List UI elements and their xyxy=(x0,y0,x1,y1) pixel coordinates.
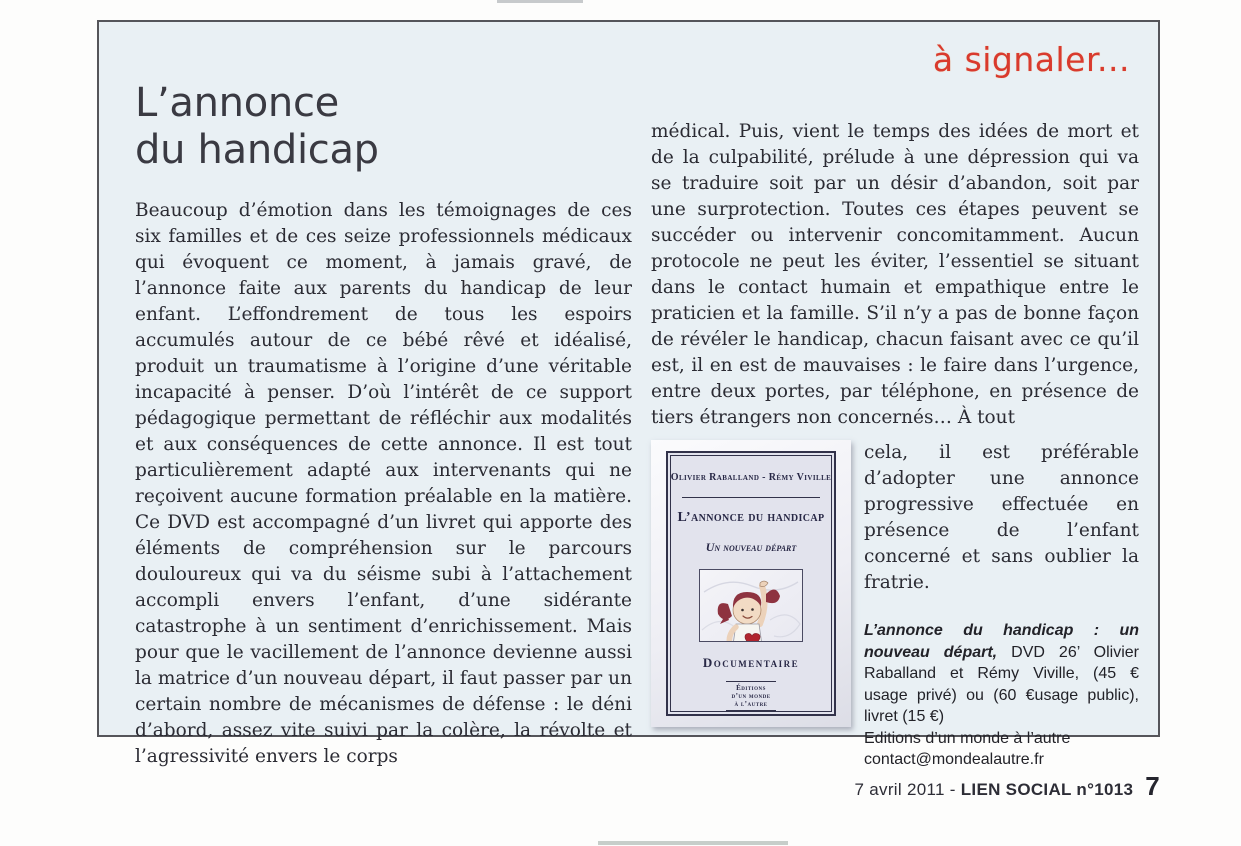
dvd-cover-illustration xyxy=(699,569,803,642)
footer-page-number: 7 xyxy=(1145,771,1160,801)
girl-illustration-svg xyxy=(700,570,802,642)
left-column-text: Beaucoup d’émotion dans les témoignages de ces six familles et de ces seize professionnels médicaux qui évoquent ce moment, à jamais gravé, de l’annonce faite aux parents du handicap de leur enfant. L’effondrement de tous les espoirs accumulés autour de ce bébé rêvé et idéalisé, produit un traumatisme à l’origine d’une véritable incapacité à penser. D’où l’intérêt de ce support pédagogique permettant de réfléchir aux modalités et aux conséquences de cette annonce. Il est tout particulièrement adapté aux intervenants qui ne reçoivent aucune formation préalable en la matière. Ce DVD est accompagné d’un livret qui apporte des éléments de compréhension sur le parcours douloureux qui va du séisme subi à l’attachement accompli envers l’enfant, d’une sidérante catastrophe à un sentiment d’enrichissement. Mais pour que le vacillement de l’annonce devienne aussi la matrice d’un nouveau départ, il faut passer par un certain nombre de mécanismes de défense : le déni d’abord, assez vite suivi par la colère, la révolte et l’agressivité envers le corps xyxy=(135,200,632,767)
right-column-text-part1: médical. Puis, vient le temps des idées de mort et de la culpabilité, prélude à une dépression qui va se traduire soit par un désir d’abandon, soit par une surprotection. Toutes ces étapes peuvent se succéder ou intervenir concomitamment. Aucun protocole ne peut les éviter, l’essentiel se situant dans le contact humain et empathique entre le praticien et la famille. S’il n’y a pas de bonne façon de révéler le handicap, chacun faisant avec ce qu’il est, il en est de mauvaises : le faire dans l’urgence, entre deux portes, par téléphone, en présence de tiers étrangers non concernés… À tout xyxy=(651,121,1139,428)
dvd-cover-outer-frame xyxy=(666,451,836,716)
dvd-cover-authors: Olivier Raballand - Rémy Viville xyxy=(670,472,832,483)
caption-lead xyxy=(864,620,1139,728)
article-title-line1: L’annonce xyxy=(135,80,339,126)
section-header: à signaler... xyxy=(932,40,1130,79)
dvd-cover-inner-frame xyxy=(670,455,832,712)
scan-artifact-bottom xyxy=(598,841,788,845)
scan-artifact-top xyxy=(497,0,583,3)
caption-publisher: Editions d’un monde à l’autre xyxy=(864,729,1071,747)
caption-details: DVD 26’ Olivier Raballand et Rémy Viville, (45 € usage privé) ou (60 €usage public), livret (15 €) xyxy=(864,643,1140,725)
dvd-publisher-line1: Éditions xyxy=(736,684,766,692)
dvd-section xyxy=(651,440,1139,771)
dvd-cover-genre: Documentaire xyxy=(702,655,800,670)
dvd-cover-publisher-logo xyxy=(726,681,775,711)
dvd-publisher-line2: d’un monde xyxy=(731,692,771,700)
right-column xyxy=(651,119,1139,771)
article-title xyxy=(135,80,379,174)
page-footer xyxy=(855,771,1161,802)
dvd-caption xyxy=(864,620,1139,771)
caption-title: L’annonce du handicap : un nouveau départ, xyxy=(864,622,1139,661)
footer-date: 7 avril 2011 - xyxy=(854,780,961,799)
article-panel xyxy=(97,20,1160,768)
left-column xyxy=(135,198,632,770)
dvd-cover xyxy=(651,440,851,727)
dvd-cover-rule xyxy=(682,497,820,498)
dvd-cover-subtitle: Un nouveau départ xyxy=(705,540,797,554)
dvd-cover-title: L’annonce du handicap xyxy=(677,510,825,525)
footer-magazine: LIEN SOCIAL n°1013 xyxy=(960,780,1134,799)
article-title-line2: du handicap xyxy=(135,127,379,173)
right-column-text-part2: cela, il est préférable d’adopter une annonce progressive effectuée en présence de l’enfant concerné et sans oublier la fratrie. xyxy=(864,442,1139,593)
caption-email: contact@mondealautre.fr xyxy=(864,751,1044,768)
wrap-text-cell xyxy=(864,440,1139,771)
dvd-publisher-line3: à l’autre xyxy=(734,700,768,708)
